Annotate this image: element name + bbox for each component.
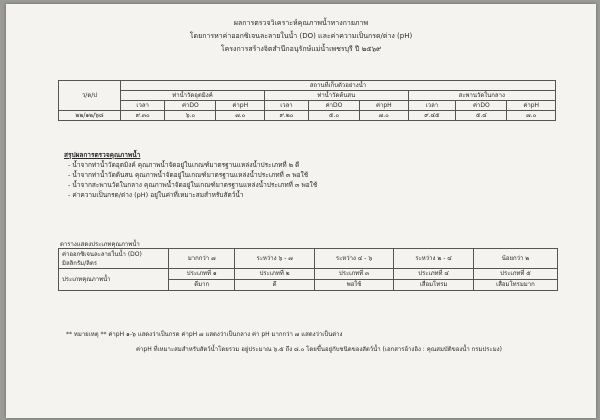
value-cell: ๙.๒๐	[264, 111, 308, 121]
station-header: สถานที่เก็บตัวอย่างน้ำ	[121, 81, 556, 91]
summary-item: - น้ำจากท่าน้ำวัดต้นสน คุณภาพน้ำจัดอยู่ในเกณฑ์มาตรฐานแหล่งน้ำประเภทที่ ๓ พอใช้	[68, 171, 309, 179]
document-page	[6, 4, 596, 418]
type-cell: ประเภทที่ ๒	[235, 269, 314, 280]
quality-cell: ดี	[235, 280, 314, 291]
type-cell: ประเภทที่ ๑	[169, 269, 235, 280]
summary-title: สรุปผลการตรวจคุณภาพน้ำ	[64, 151, 141, 159]
sub-header-time: เวลา	[264, 101, 308, 111]
range-cell: ระหว่าง ๔ - ๖	[314, 249, 393, 269]
summary-item: - น้ำจากสะพานวัดในกลาง คุณภาพน้ำจัดอยู่ในเกณฑ์มาตรฐานแหล่งน้ำประเภทที่ ๓ พอใช้	[68, 181, 318, 189]
sub-header-time: เวลา	[121, 101, 165, 111]
summary-item: - ค่าความเป็นกรด/ด่าง (pH) อยู่ในค่าที่เหมาะสมสำหรับสัตว์น้ำ	[68, 191, 244, 199]
sub-header-ph: ค่าpH	[360, 101, 409, 111]
type-cell: ประเภทที่ ๕	[473, 269, 557, 280]
value-cell: ๖.๐	[165, 111, 216, 121]
sub-header-time: เวลา	[408, 101, 456, 111]
quality-cell: ดีมาก	[169, 280, 235, 291]
sub-header-do: ค่าDO	[165, 101, 216, 111]
station-name: ท่าน้ำวัดต้นสน	[264, 91, 408, 101]
quality-cell: พอใช้	[314, 280, 393, 291]
range-cell: ระหว่าง ๒ - ๔	[394, 249, 474, 269]
value-cell: ๙.๓๐	[121, 111, 165, 121]
summary-section	[64, 150, 317, 200]
type-label: ประเภทคุณภาพน้ำ	[59, 269, 169, 291]
table-row	[59, 111, 556, 121]
date-cell: ๒๒/๑๒/๖๘	[59, 111, 121, 121]
type-cell: ประเภทที่ ๓	[314, 269, 393, 280]
station-name: ท่าน้ำวัดอุตมิงค์	[121, 91, 265, 101]
value-cell: ๙.๔๕	[408, 111, 456, 121]
summary-item: - น้ำจากท่าน้ำวัดอุตมิงค์ คุณภาพน้ำจัดอยู่ในเกณฑ์มาตรฐานแหล่งน้ำประเภทที่ ๒ ดี	[68, 161, 300, 169]
water-quality-results-table	[58, 80, 556, 121]
range-cell: มากกว่า ๗	[169, 249, 235, 269]
station-name: สะพานวัดในกลาง	[408, 91, 555, 101]
note-line-2: ค่าpH ที่เหมาะสมสำหรับสัตว์น้ำโดยรวม อยู่ประมาณ ๖.๕ ถึง ๘.๐ โดยขึ้นอยู่กับชนิดของสัตว์น้ำ (เอกสารอ้างอิง : คุณสมบัติของน้ำ กรมประมง)	[136, 346, 502, 353]
value-cell: ๕.๔	[456, 111, 507, 121]
sub-header-ph: ค่าpH	[507, 101, 556, 111]
header-title: ผลการตรวจวิเคราะห์คุณภาพน้ำทางกายภาพ	[233, 19, 369, 27]
do-unit: มิลลิกรัม/ลิตร	[62, 259, 97, 267]
note-line-1: ** หมายเหตุ ** ค่าpH ๑-๖ แสดงว่าเป็นกรด ค่าpH ๗ แสดงว่าเป็นกลาง ค่า pH มากกว่า ๗ แสดงว่าเป็นด่าง	[66, 331, 343, 338]
header-project: โครงการสร้างจิตสำนึกอนุรักษ์แม่น้ำเพชรบุรี ปี ๒๕๖๙	[220, 45, 382, 53]
sub-header-do: ค่าDO	[308, 101, 359, 111]
sub-header-ph: ค่าpH	[216, 101, 265, 111]
type-cell: ประเภทที่ ๔	[394, 269, 474, 280]
value-cell: ๗.๐	[507, 111, 556, 121]
range-cell: ระหว่าง ๖ - ๗	[235, 249, 314, 269]
value-cell: ๗.๐	[360, 111, 409, 121]
classification-table-title: ตารางแสดงประเภทคุณภาพน้ำ	[60, 241, 140, 248]
range-cell: น้อยกว่า ๒	[473, 249, 557, 269]
do-label: ค่าออกซิเจนละลายในน้ำ (DO)	[62, 250, 142, 258]
header-subtitle: โดยการหาค่าออกซิเจนละลายในน้ำ (DO) และค่าความเป็นกรด/ด่าง (pH)	[189, 32, 413, 40]
sub-header-do: ค่าDO	[456, 101, 507, 111]
quality-cell: เสื่อมโทรมมาก	[473, 280, 557, 291]
date-header: ว/ด/ป	[59, 81, 121, 111]
quality-cell: เสื่อมโทรม	[394, 280, 474, 291]
do-label-cell	[59, 249, 169, 269]
value-cell: ๗.๐	[216, 111, 265, 121]
water-classification-table	[58, 248, 558, 291]
value-cell: ๕.๐	[308, 111, 359, 121]
